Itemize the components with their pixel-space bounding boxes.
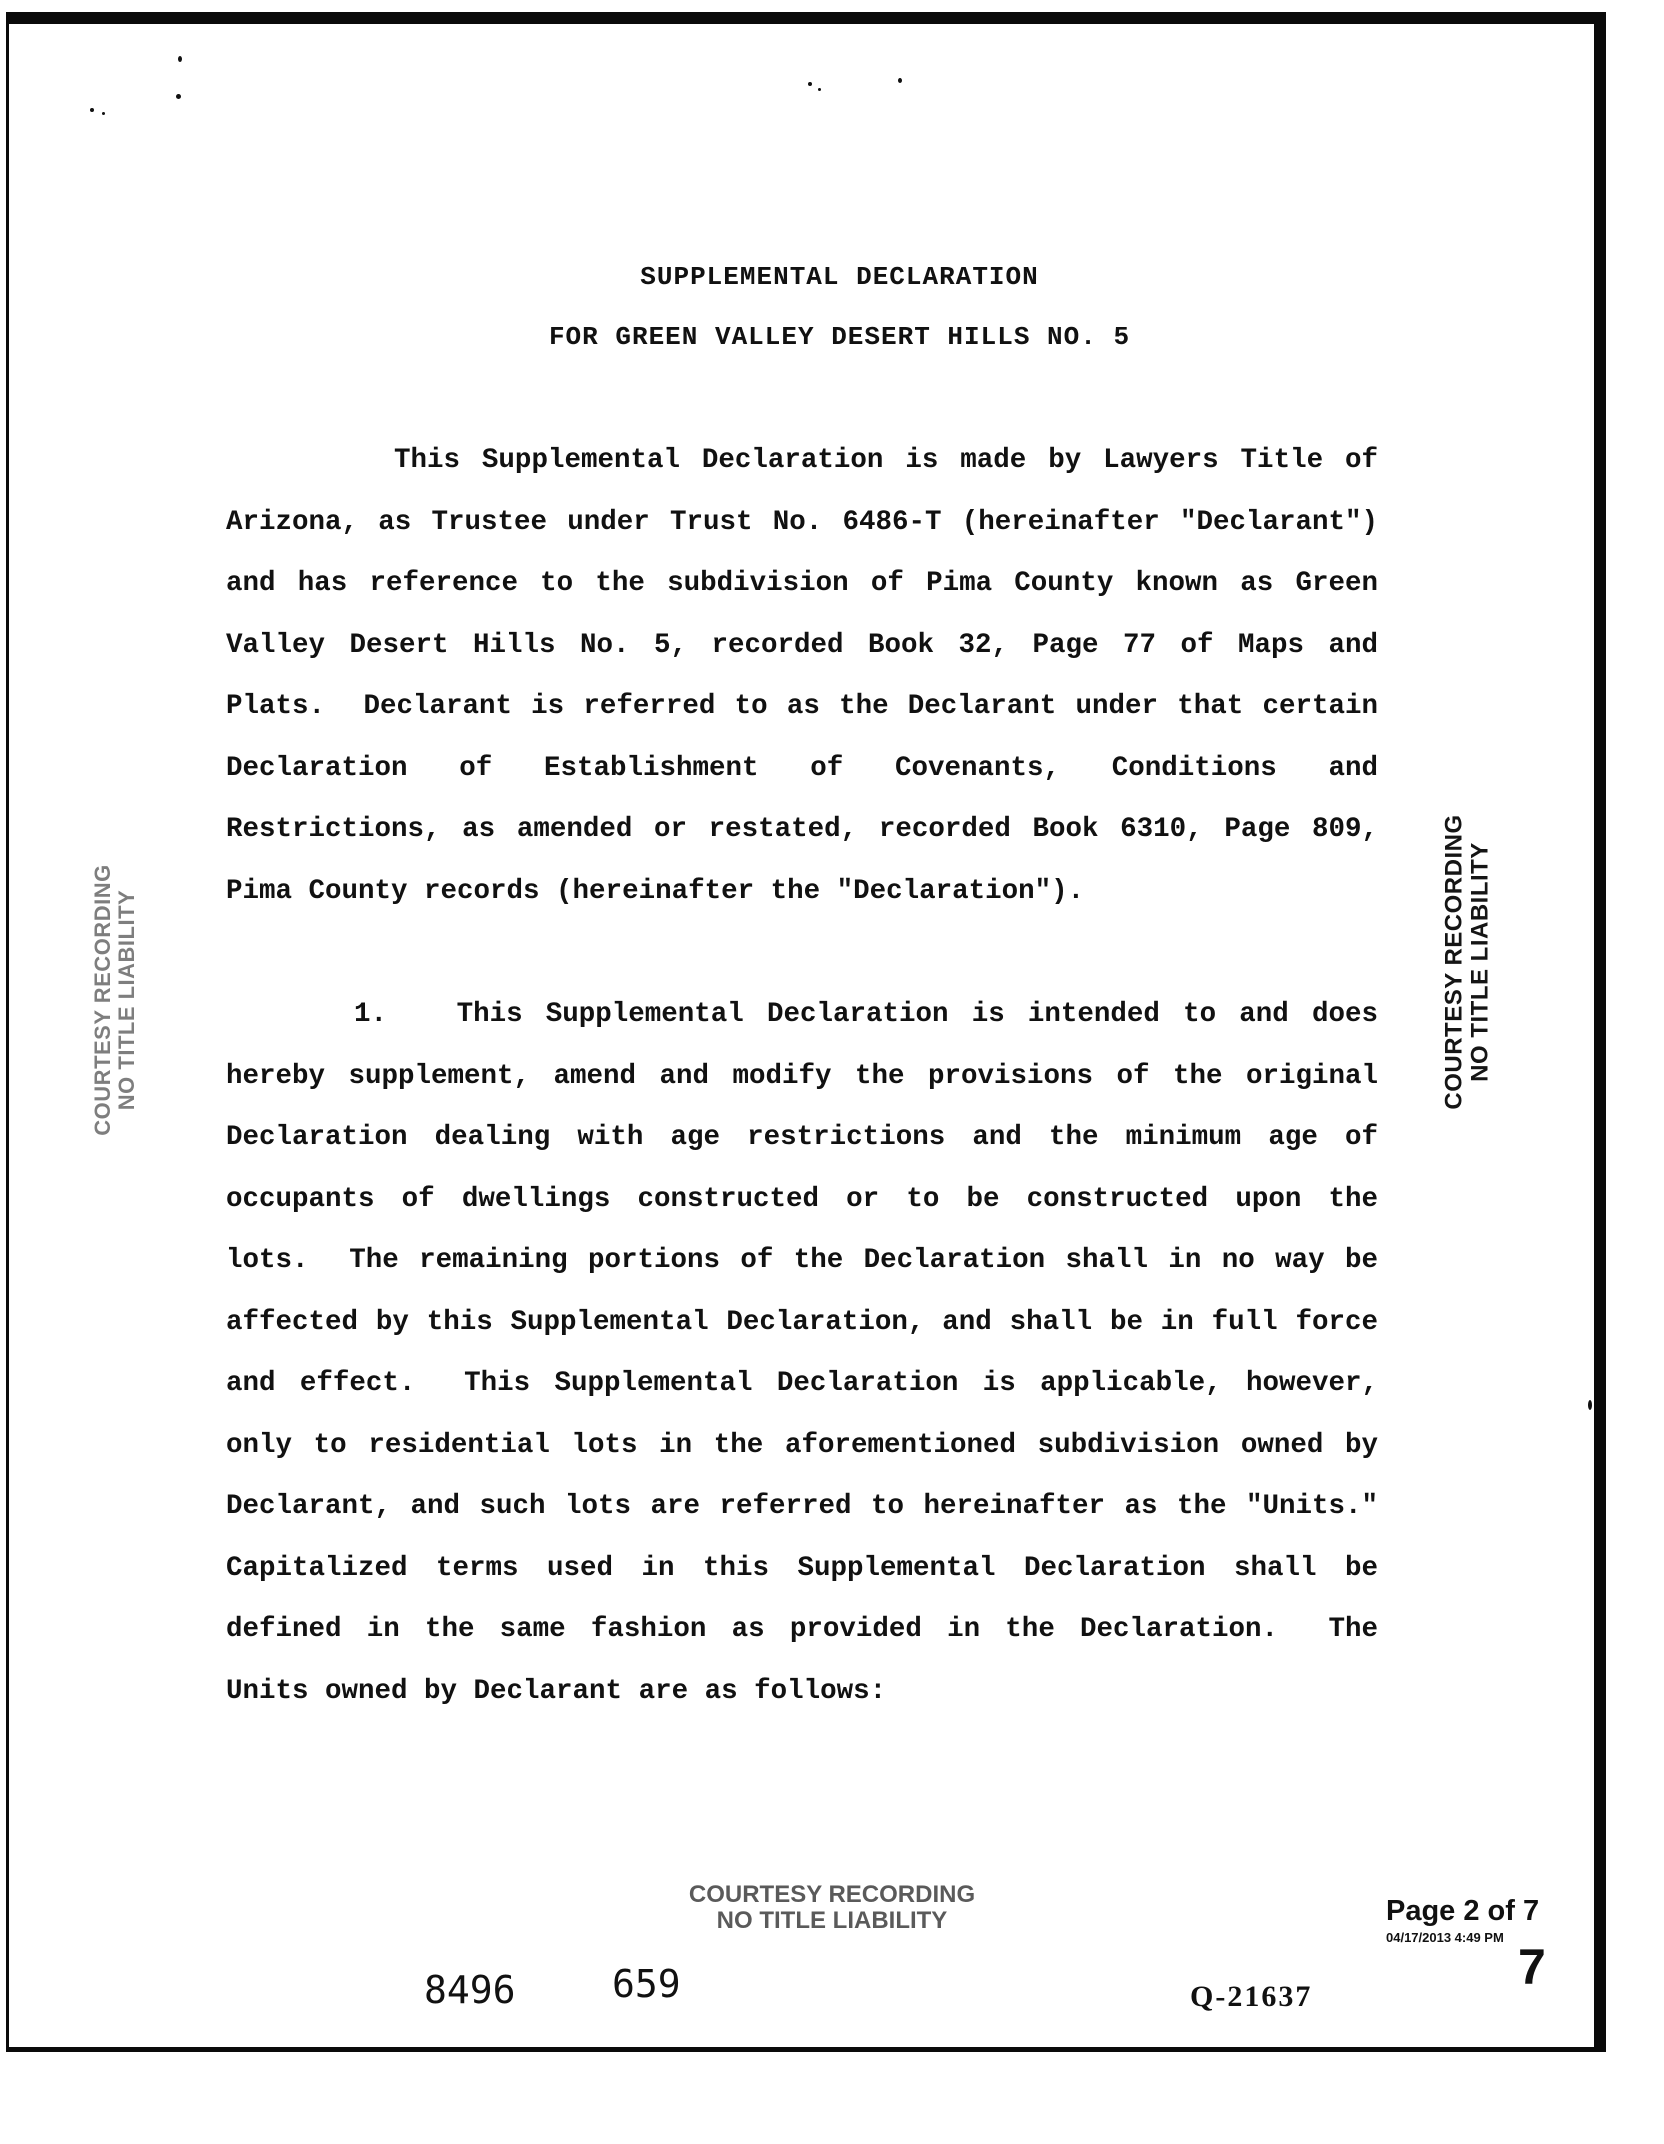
document-code: Q-21637: [1190, 1980, 1313, 2013]
scan-speck: [90, 108, 94, 112]
section-1-paragraph: 1. This Supplemental Declaration is intended to and does hereby supplement, amend and modify the provisions of the original Declaration dealing with age restrictions and the minimum age of occupants of dwellings constructed or to be constructed upon the lots. The remaining portions of the Declaration shall in no way be affected by this Supplemental Declaration, and shall be in full force and effect. This Supplemental Declaration is applicable, however, only to residential lots in the aforementioned subdivision owned by Declarant, and such lots are referred to hereinafter as the "Units." Capitalized terms used in this Supplemental Declaration shall be defined in the same fashion as provided in the Declaration. The Units owned by Declarant are as follows:: [226, 999, 1412, 1707]
document-subtitle: FOR GREEN VALLEY DESERT HILLS NO. 5: [548, 322, 1131, 352]
courtesy-recording-stamp-bottom: [689, 1882, 975, 1935]
stamp-line: COURTESY RECORDING: [89, 864, 115, 1136]
page-indicator: Page 2 of 7: [1386, 1895, 1540, 1927]
stamp-line: COURTESY RECORDING: [1440, 814, 1468, 1110]
scan-speck: [102, 112, 105, 115]
stamp-line: NO TITLE LIABILITY: [716, 1907, 948, 1935]
scan-speck: [176, 94, 181, 99]
courtesy-recording-stamp-left: [91, 864, 139, 1135]
stamp-line: NO TITLE LIABILITY: [1467, 842, 1494, 1082]
scan-speck: [808, 82, 812, 86]
courtesy-recording-stamp-right: [1442, 814, 1495, 1109]
scan-speck: [178, 56, 182, 62]
stamp-line: NO TITLE LIABILITY: [114, 889, 139, 1111]
print-timestamp: 04/17/2013 4:49 PM: [1386, 1930, 1504, 1945]
book-number: 8496: [424, 1968, 516, 2012]
document-title: SUPPLEMENTAL DECLARATION: [640, 262, 1039, 292]
intro-paragraph: This Supplemental Declaration is made by Lawyers Title of Arizona, as Trustee under Trust No. 6486-T (hereinafter "Declarant") and has reference to the subdivision of Pima County known as Green Valley Desert Hills No. 5, recorded Book 32, Page 77 of Maps and Plats. Declarant is referred to as the Declarant under that certain Declaration of Establishment of Covenants, Conditions and Restrictions, as amended or restated, recorded Book 6310, Page 809, Pima County records (hereinafter the "Declaration").: [226, 445, 1395, 907]
scan-speck: [1588, 1400, 1592, 1410]
stamp-line: COURTESY RECORDING: [688, 1881, 976, 1908]
scan-speck: [818, 88, 821, 91]
record-page-number: 659: [612, 1962, 681, 2006]
handwritten-mark: 7: [1518, 1939, 1546, 1995]
scan-speck: [898, 78, 902, 83]
